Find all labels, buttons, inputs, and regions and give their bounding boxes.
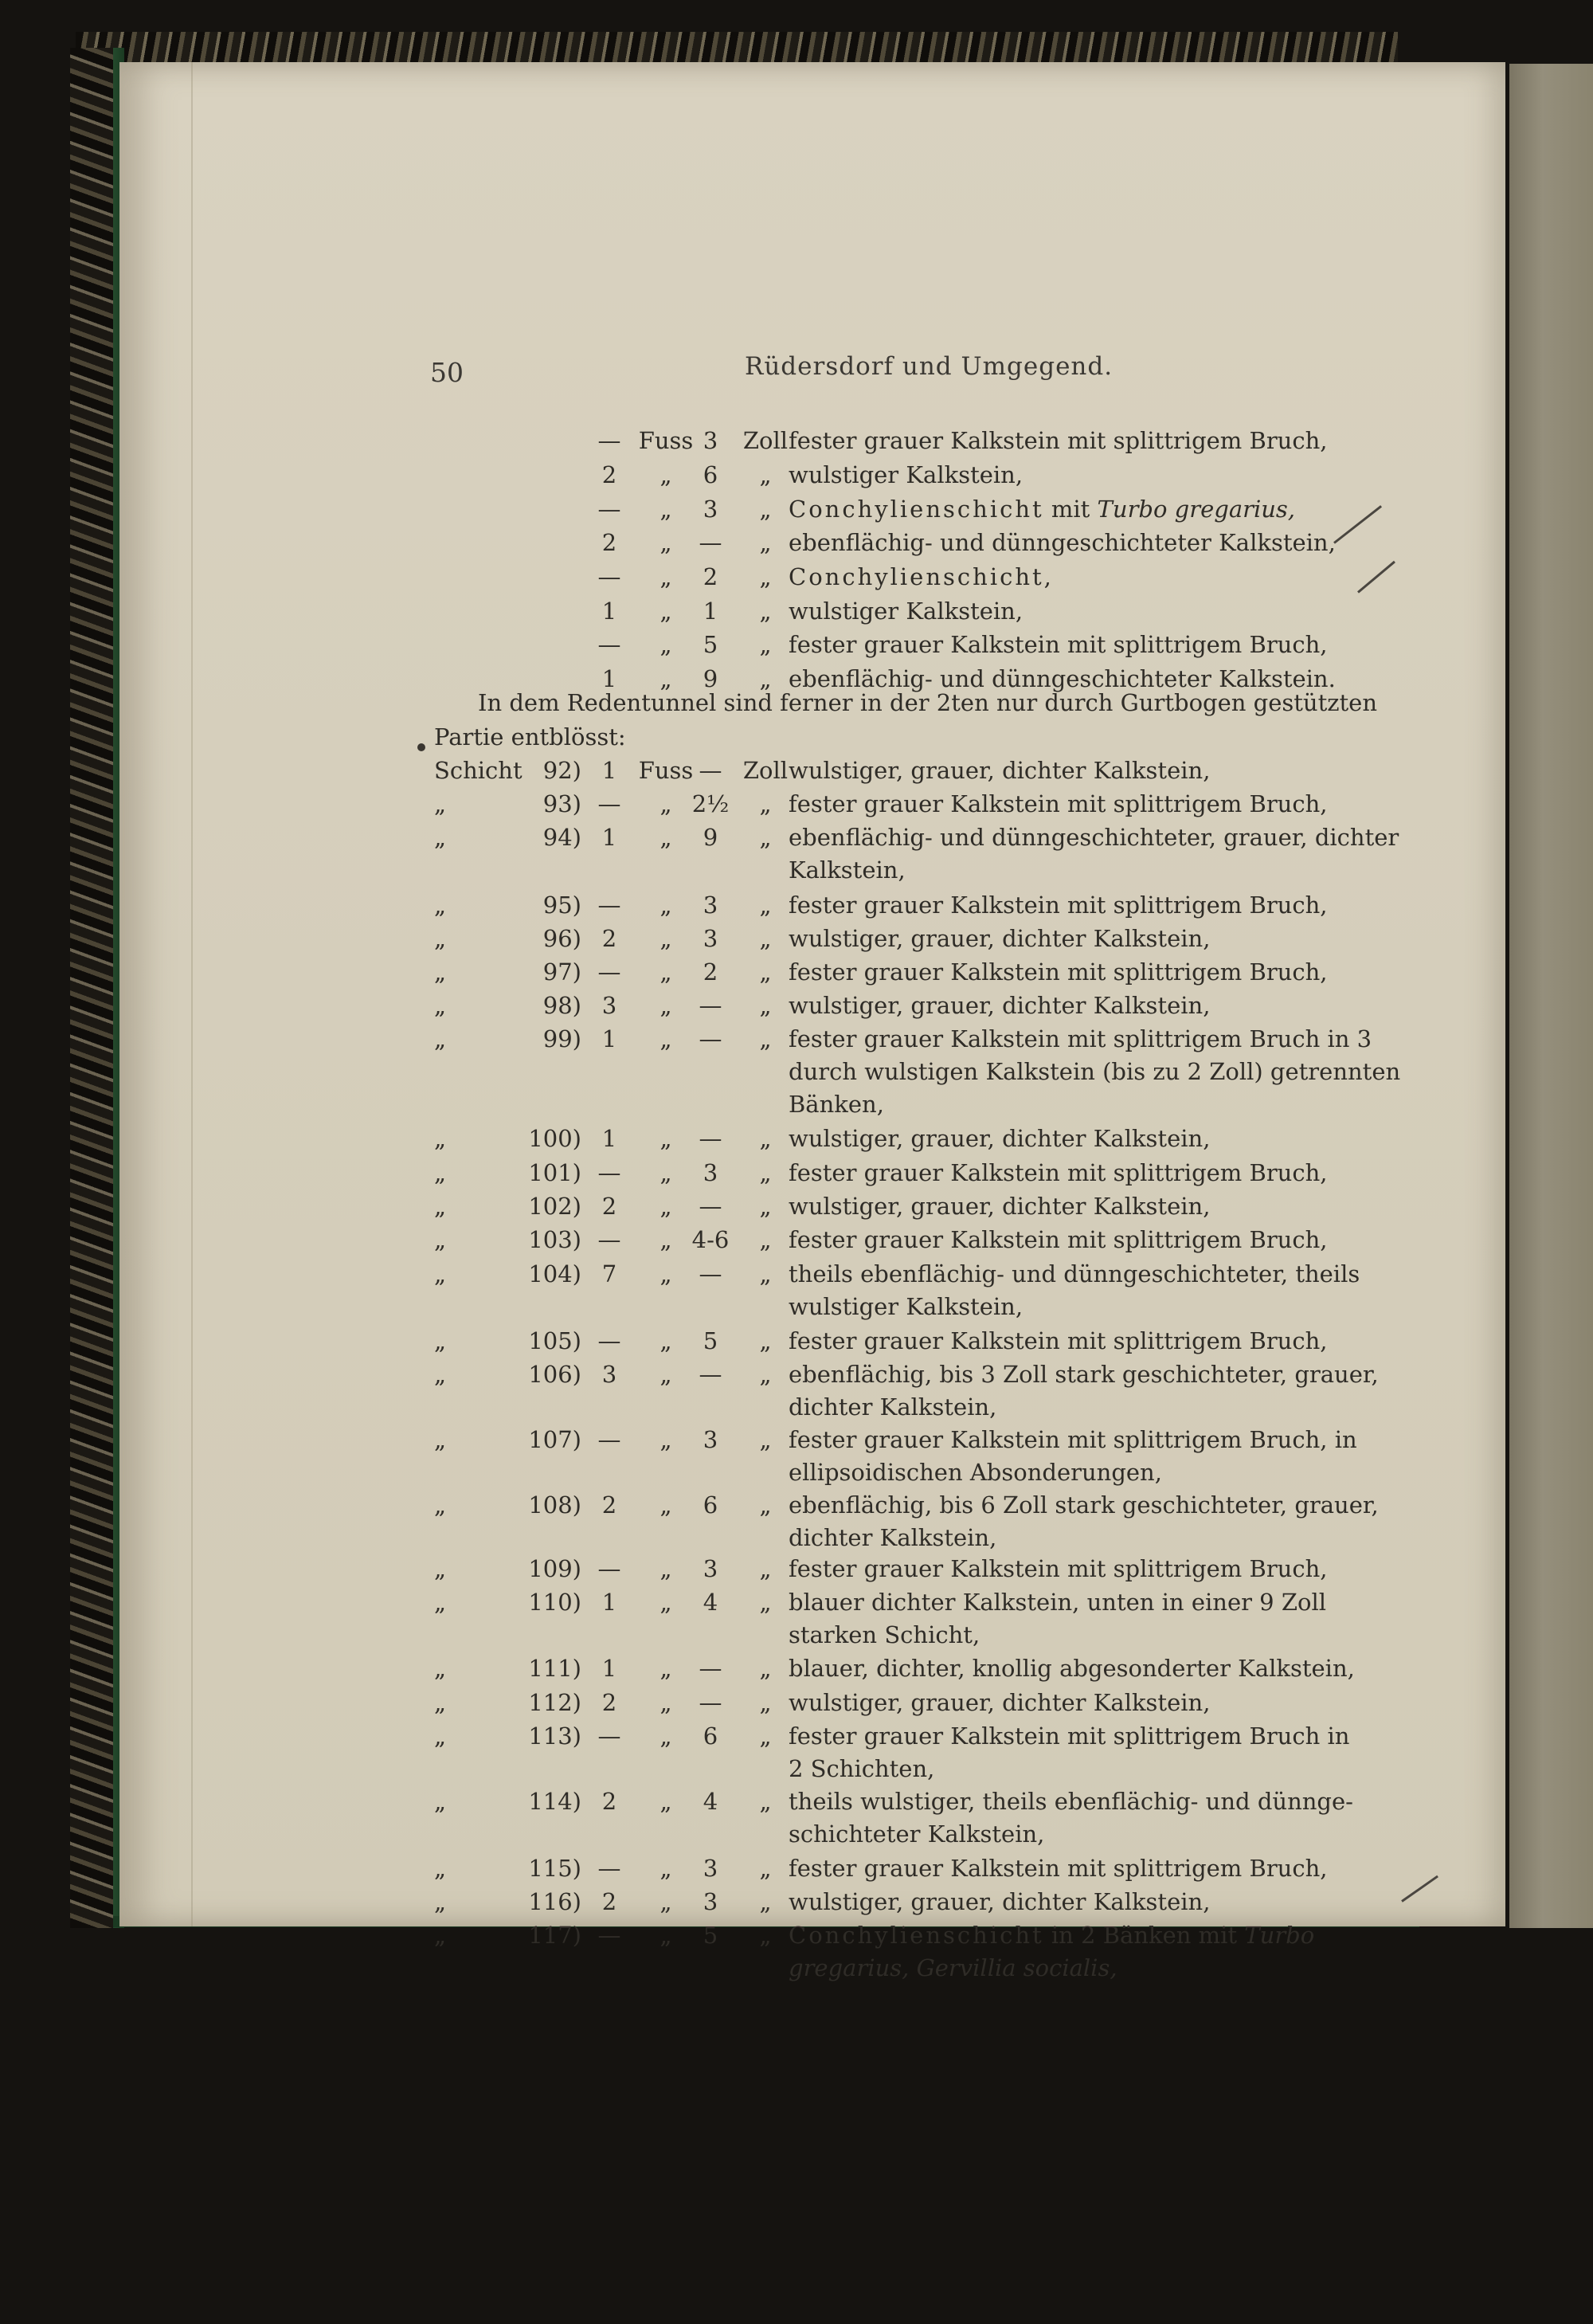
- thickness-inches: 5: [703, 631, 718, 658]
- thickness-feet: —: [597, 496, 621, 523]
- entry-description: fester grauer Kalkstein mit splittrigem Bruch,: [789, 1855, 1328, 1882]
- layer-number: 117): [528, 1922, 581, 1949]
- entry-description: fester grauer Kalkstein mit splittrigem Bruch,: [789, 1159, 1328, 1186]
- thickness-feet: 1: [601, 1655, 617, 1682]
- entry-description: fester grauer Kalkstein mit splittrigem Bruch,: [789, 427, 1328, 454]
- entry-description: wulstiger, grauer, dichter Kalkstein,: [789, 925, 1211, 952]
- unit-feet: „: [660, 496, 672, 523]
- entry-description: theils ebenflächig- und dünngeschichteter, theils: [789, 1260, 1360, 1287]
- thickness-inches: 4: [703, 1589, 718, 1616]
- thickness-feet: —: [597, 958, 621, 986]
- layer-label: „: [434, 1855, 447, 1882]
- entry-description: Kalkstein,: [789, 856, 906, 884]
- layer-number: 115): [528, 1855, 581, 1882]
- thickness-feet: 2: [601, 1888, 617, 1915]
- thickness-feet: —: [597, 1922, 621, 1949]
- layer-label: „: [434, 790, 447, 817]
- unit-inches: „: [759, 925, 772, 952]
- layer-number: 95): [542, 892, 581, 919]
- layer-number: 109): [528, 1555, 581, 1582]
- layer-label: „: [434, 1125, 447, 1152]
- thickness-feet: 2: [601, 925, 617, 952]
- layer-number: 116): [528, 1888, 581, 1915]
- entry-description: wulstiger, grauer, dichter Kalkstein,: [789, 1125, 1211, 1152]
- thickness-inches: 9: [703, 665, 718, 692]
- layer-label: „: [434, 1226, 447, 1253]
- entry-description: wulstiger, grauer, dichter Kalkstein,: [789, 1689, 1211, 1716]
- unit-inches: „: [759, 598, 772, 625]
- entry-description: fester grauer Kalkstein mit splittrigem Bruch,: [789, 958, 1328, 986]
- layer-label: „: [434, 992, 447, 1019]
- layer-number: 104): [528, 1260, 581, 1287]
- unit-inches: „: [759, 1888, 772, 1915]
- entry-description: starken Schicht,: [789, 1621, 980, 1648]
- entry-description: [789, 563, 1378, 590]
- thickness-inches: 1: [703, 598, 718, 625]
- entry-description: ebenflächig, bis 3 Zoll stark geschichteter, grauer,: [789, 1361, 1379, 1388]
- thickness-feet: —: [597, 790, 621, 817]
- page-gutter-shadow: [191, 62, 193, 1926]
- layer-label: „: [434, 1788, 447, 1815]
- unit-inches: Zoll: [742, 757, 789, 784]
- thickness-feet: 1: [601, 757, 617, 784]
- unit-feet: „: [660, 665, 672, 692]
- unit-inches: „: [759, 461, 772, 488]
- unit-inches: „: [759, 1193, 772, 1220]
- entry-description: ebenflächig- und dünngeschichteter Kalkstein,: [789, 529, 1336, 556]
- entry-description: dichter Kalkstein,: [789, 1524, 997, 1551]
- layer-label: „: [434, 1327, 447, 1354]
- thickness-feet: —: [597, 427, 621, 454]
- layer-label: „: [434, 925, 447, 952]
- thickness-feet: 1: [601, 824, 617, 851]
- unit-feet: „: [660, 790, 672, 817]
- thickness-feet: —: [597, 631, 621, 658]
- spaced-term: Conchylienschicht,: [789, 563, 1054, 590]
- unit-inches: „: [759, 665, 772, 692]
- thickness-feet: —: [597, 1159, 621, 1186]
- description-text: mit: [1043, 496, 1098, 523]
- layer-number: 110): [528, 1589, 581, 1616]
- layer-number: 98): [542, 992, 581, 1019]
- layer-label: „: [434, 1193, 447, 1220]
- page-number: 50: [430, 357, 464, 388]
- unit-inches: „: [759, 1159, 772, 1186]
- entry-description: schichteter Kalkstein,: [789, 1820, 1045, 1848]
- entry-description: wulstiger Kalkstein,: [789, 598, 1024, 625]
- unit-inches: „: [759, 1788, 772, 1815]
- unit-feet: „: [660, 1788, 672, 1815]
- thickness-feet: —: [597, 1555, 621, 1582]
- species-name: Turbo: [1244, 1922, 1315, 1949]
- unit-inches: „: [759, 1361, 772, 1388]
- entry-description: wulstiger Kalkstein,: [789, 1293, 1024, 1320]
- thickness-inches: —: [699, 757, 722, 784]
- species-name: Turbo gregarius,: [1097, 496, 1296, 523]
- layer-number: 99): [542, 1025, 581, 1052]
- running-title: Rüdersdorf und Umgegend.: [745, 352, 1114, 381]
- layer-number: 93): [542, 790, 581, 817]
- thickness-feet: —: [597, 1855, 621, 1882]
- unit-feet: Fuss: [638, 427, 694, 454]
- book-cover-spine: [70, 48, 119, 1928]
- layer-number: 114): [528, 1788, 581, 1815]
- thickness-feet: 2: [601, 1491, 617, 1519]
- unit-inches: „: [759, 1226, 772, 1253]
- unit-feet: „: [660, 1125, 672, 1152]
- entry-description: dichter Kalkstein,: [789, 1393, 997, 1421]
- layer-label: „: [434, 892, 447, 919]
- entry-description: fester grauer Kalkstein mit splittrigem Bruch,: [789, 631, 1328, 658]
- thickness-inches: 4-6: [691, 1226, 730, 1253]
- entry-description: wulstiger, grauer, dichter Kalkstein,: [789, 1193, 1211, 1220]
- unit-inches: „: [759, 631, 772, 658]
- entry-description: [789, 1922, 1378, 1949]
- layer-number: 106): [528, 1361, 581, 1388]
- layer-label: „: [434, 1025, 447, 1052]
- layer-number: 108): [528, 1491, 581, 1519]
- unit-feet: „: [660, 1361, 672, 1388]
- layer-label: „: [434, 1922, 447, 1949]
- thickness-inches: 2: [703, 563, 718, 590]
- unit-inches: „: [759, 958, 772, 986]
- layer-number: 112): [528, 1689, 581, 1716]
- thickness-inches: 5: [703, 1922, 718, 1949]
- unit-feet: „: [660, 563, 672, 590]
- unit-feet: „: [660, 1426, 672, 1453]
- entry-description: theils wulstiger, theils ebenflächig- und dünnge-: [789, 1788, 1353, 1815]
- unit-feet: „: [660, 1226, 672, 1253]
- thickness-feet: —: [597, 1722, 621, 1750]
- spaced-term: Conchylienschicht: [789, 496, 1044, 523]
- entry-description: wulstiger, grauer, dichter Kalkstein,: [789, 992, 1211, 1019]
- thickness-inches: 3: [703, 1855, 718, 1882]
- thickness-feet: 1: [601, 665, 617, 692]
- layer-number: 103): [528, 1226, 581, 1253]
- thickness-inches: —: [699, 1655, 722, 1682]
- unit-feet: „: [660, 1689, 672, 1716]
- unit-inches: „: [759, 1125, 772, 1152]
- thickness-feet: 2: [601, 1193, 617, 1220]
- thickness-inches: —: [699, 1260, 722, 1287]
- unit-feet: „: [660, 1855, 672, 1882]
- thickness-feet: 2: [601, 1788, 617, 1815]
- unit-feet: „: [660, 958, 672, 986]
- thickness-feet: —: [597, 892, 621, 919]
- thickness-inches: 3: [703, 1555, 718, 1582]
- entry-description: fester grauer Kalkstein mit splittrigem Bruch,: [789, 1555, 1328, 1582]
- unit-feet: „: [660, 1260, 672, 1287]
- unit-inches: „: [759, 824, 772, 851]
- unit-inches: „: [759, 496, 772, 523]
- entry-description: fester grauer Kalkstein mit splittrigem Bruch in: [789, 1722, 1350, 1750]
- unit-inches: „: [759, 1025, 772, 1052]
- unit-inches: „: [759, 1655, 772, 1682]
- unit-inches: „: [759, 1689, 772, 1716]
- unit-inches: „: [759, 1855, 772, 1882]
- entry-description: blauer, dichter, knollig abgesonderter Kalkstein,: [789, 1655, 1355, 1682]
- unit-feet: „: [660, 892, 672, 919]
- entry-description: ebenflächig- und dünngeschichteter Kalkstein.: [789, 665, 1336, 692]
- layer-label: „: [434, 958, 447, 986]
- thickness-inches: 3: [703, 427, 718, 454]
- entry-description: Bänken,: [789, 1091, 884, 1118]
- thickness-feet: 1: [601, 598, 617, 625]
- thickness-feet: 2: [601, 461, 617, 488]
- thickness-inches: —: [699, 1361, 722, 1388]
- unit-feet: „: [660, 925, 672, 952]
- layer-label: „: [434, 824, 447, 851]
- unit-feet: „: [660, 1491, 672, 1519]
- thickness-inches: —: [699, 1125, 722, 1152]
- layer-number: 111): [528, 1655, 581, 1682]
- unit-inches: „: [759, 1922, 772, 1949]
- thickness-inches: 4: [703, 1788, 718, 1815]
- thickness-feet: —: [597, 1226, 621, 1253]
- layer-number: 92): [542, 757, 581, 784]
- unit-inches: „: [759, 1327, 772, 1354]
- thickness-inches: 5: [703, 1327, 718, 1354]
- unit-feet: Fuss: [638, 757, 694, 784]
- entry-description: durch wulstigen Kalkstein (bis zu 2 Zoll) getrennten: [789, 1058, 1401, 1085]
- layer-number: 101): [528, 1159, 581, 1186]
- thickness-feet: 3: [601, 1361, 617, 1388]
- layer-number: 105): [528, 1327, 581, 1354]
- thickness-inches: 2: [703, 958, 718, 986]
- unit-feet: „: [660, 824, 672, 851]
- intro-line: Partie entblösst:: [434, 723, 626, 750]
- thickness-feet: —: [597, 1426, 621, 1453]
- thickness-inches: 9: [703, 824, 718, 851]
- entry-description: fester grauer Kalkstein mit splittrigem Bruch in 3: [789, 1025, 1372, 1052]
- unit-inches: „: [759, 1722, 772, 1750]
- entry-description: fester grauer Kalkstein mit splittrigem Bruch,: [789, 892, 1328, 919]
- unit-feet: „: [660, 1555, 672, 1582]
- layer-label: „: [434, 1159, 447, 1186]
- thickness-feet: 1: [601, 1125, 617, 1152]
- layer-label: „: [434, 1888, 447, 1915]
- unit-inches: „: [759, 892, 772, 919]
- entry-description: blauer dichter Kalkstein, unten in einer 9 Zoll: [789, 1589, 1327, 1616]
- unit-inches: „: [759, 1426, 772, 1453]
- layer-label: „: [434, 1361, 447, 1388]
- entry-description: ebenflächig- und dünngeschichteter, grauer, dichter: [789, 824, 1399, 851]
- layer-label: „: [434, 1689, 447, 1716]
- entry-description: fester grauer Kalkstein mit splittrigem Bruch, in: [789, 1426, 1357, 1453]
- thickness-inches: —: [699, 529, 722, 556]
- thickness-inches: —: [699, 1193, 722, 1220]
- entry-description: 2 Schichten,: [789, 1755, 935, 1782]
- thickness-inches: 3: [703, 1426, 718, 1453]
- unit-inches: „: [759, 992, 772, 1019]
- unit-inches: „: [759, 1555, 772, 1582]
- thickness-feet: 2: [601, 529, 617, 556]
- unit-feet: „: [660, 631, 672, 658]
- unit-feet: „: [660, 1922, 672, 1949]
- unit-feet: „: [660, 1193, 672, 1220]
- unit-inches: „: [759, 563, 772, 590]
- facing-page-edge: [1509, 64, 1593, 1928]
- layer-number: 107): [528, 1426, 581, 1453]
- thickness-inches: 6: [703, 1722, 718, 1750]
- thickness-inches: —: [699, 1689, 722, 1716]
- thickness-inches: 6: [703, 1491, 718, 1519]
- thickness-inches: —: [699, 1025, 722, 1052]
- species-name: gregarius, Gervillia socialis,: [789, 1954, 1117, 1981]
- layer-number: 100): [528, 1125, 581, 1152]
- thickness-inches: 3: [703, 925, 718, 952]
- layer-label: „: [434, 1555, 447, 1582]
- unit-inches: Zoll: [742, 427, 789, 454]
- entry-description: ellipsoidischen Absonderungen,: [789, 1459, 1162, 1486]
- thickness-feet: 1: [601, 1025, 617, 1052]
- entry-description: [789, 496, 1378, 523]
- thickness-feet: —: [597, 1327, 621, 1354]
- layer-number: 102): [528, 1193, 581, 1220]
- thickness-feet: —: [597, 563, 621, 590]
- unit-feet: „: [660, 1327, 672, 1354]
- thickness-inches: 3: [703, 1888, 718, 1915]
- unit-feet: „: [660, 529, 672, 556]
- thickness-feet: 2: [601, 1689, 617, 1716]
- thickness-feet: 7: [601, 1260, 617, 1287]
- unit-feet: „: [660, 1589, 672, 1616]
- bullet-mark: [417, 743, 425, 751]
- entry-description: fester grauer Kalkstein mit splittrigem Bruch,: [789, 790, 1328, 817]
- thickness-inches: 3: [703, 1159, 718, 1186]
- entry-description: wulstiger, grauer, dichter Kalkstein,: [789, 1888, 1211, 1915]
- entry-description: fester grauer Kalkstein mit splittrigem Bruch,: [789, 1327, 1328, 1354]
- entry-description: wulstiger, grauer, dichter Kalkstein,: [789, 757, 1211, 784]
- entry-description: fester grauer Kalkstein mit splittrigem Bruch,: [789, 1226, 1328, 1253]
- thickness-inches: 3: [703, 496, 718, 523]
- unit-feet: „: [660, 1159, 672, 1186]
- unit-feet: „: [660, 598, 672, 625]
- layer-label: „: [434, 1589, 447, 1616]
- unit-feet: „: [660, 1722, 672, 1750]
- layer-number: 97): [542, 958, 581, 986]
- unit-inches: „: [759, 1589, 772, 1616]
- unit-inches: „: [759, 529, 772, 556]
- unit-inches: „: [759, 1260, 772, 1287]
- layer-number: 113): [528, 1722, 581, 1750]
- unit-inches: „: [759, 790, 772, 817]
- layer-label: „: [434, 1722, 447, 1750]
- unit-feet: „: [660, 1025, 672, 1052]
- layer-label: „: [434, 1655, 447, 1682]
- layer-label: „: [434, 1426, 447, 1453]
- unit-feet: „: [660, 1655, 672, 1682]
- thickness-feet: 3: [601, 992, 617, 1019]
- thickness-inches: 6: [703, 461, 718, 488]
- layer-label: Schicht: [434, 757, 523, 784]
- layer-label: „: [434, 1260, 447, 1287]
- unit-inches: „: [759, 1491, 772, 1519]
- layer-number: 94): [542, 824, 581, 851]
- layer-label: „: [434, 1491, 447, 1519]
- unit-feet: „: [660, 461, 672, 488]
- layer-number: 96): [542, 925, 581, 952]
- unit-feet: „: [660, 992, 672, 1019]
- entry-description: ebenflächig, bis 6 Zoll stark geschichteter, grauer,: [789, 1491, 1379, 1519]
- spaced-term: Conchylienschicht: [789, 1922, 1044, 1949]
- intro-line: In dem Redentunnel sind ferner in der 2ten nur durch Gurtbogen gestützten: [478, 689, 1378, 716]
- description-text: in 2 Bänken mit: [1043, 1922, 1245, 1949]
- thickness-inches: 3: [703, 892, 718, 919]
- entry-description: wulstiger Kalkstein,: [789, 461, 1024, 488]
- thickness-inches: —: [699, 992, 722, 1019]
- thickness-feet: 1: [601, 1589, 617, 1616]
- thickness-inches: 2½: [691, 790, 730, 817]
- unit-feet: „: [660, 1888, 672, 1915]
